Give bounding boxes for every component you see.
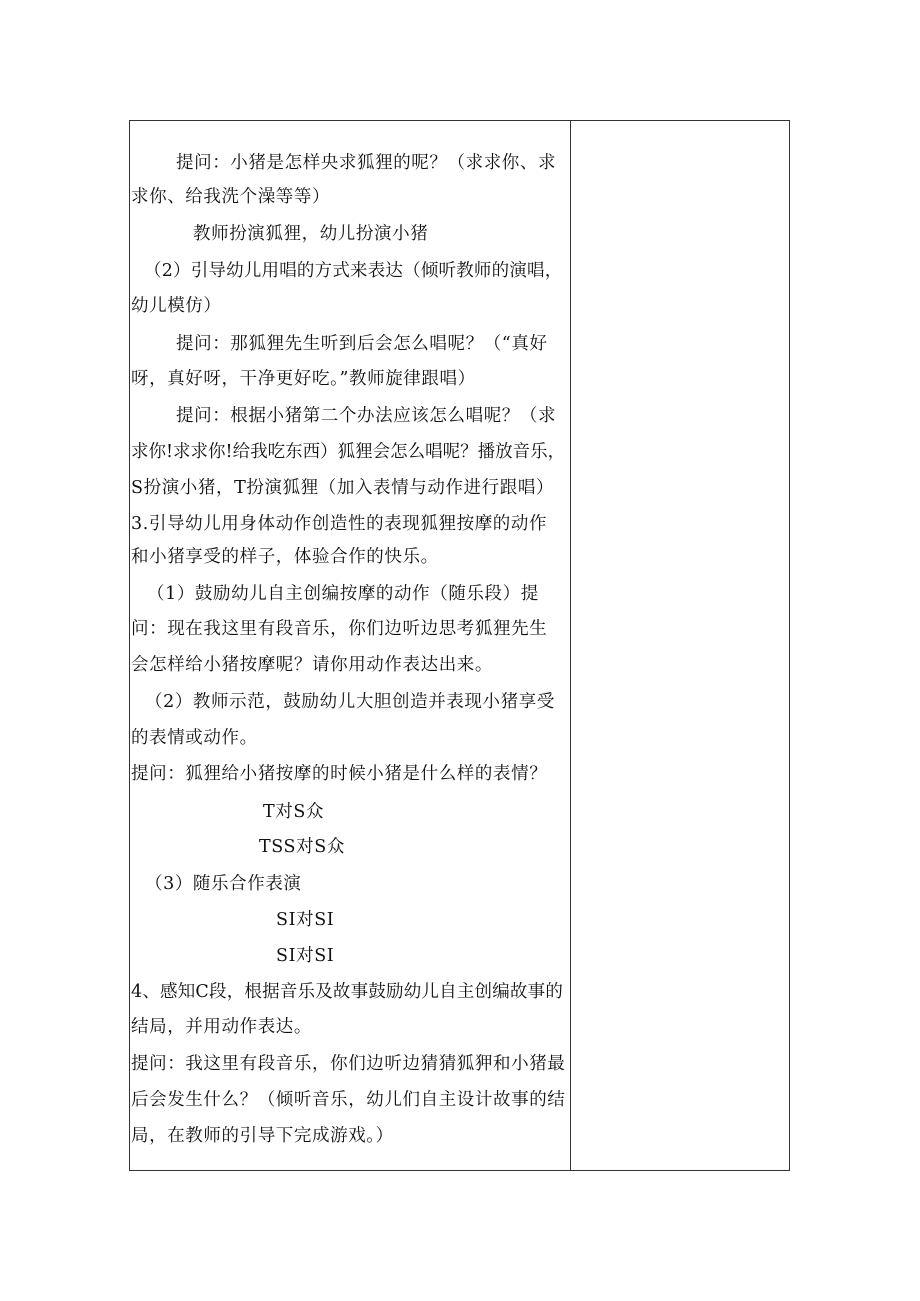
text-line: （1）鼓励幼儿自主创编按摩的动作（随乐段）提 [147,584,539,604]
text-line: 后会发生什么？（倾听音乐，幼儿们自主设计故事的结 [131,1090,566,1110]
text-line: 求你!求求你!给我吃东西）狐狸会怎么唱呢？播放音乐， [131,442,566,462]
text-line: T对S众 [263,802,325,822]
text-line: 和小猪享受的样子，体验合作的快乐。 [131,547,439,567]
text-line: 局，在教师的引导下完成游戏。） [131,1126,394,1146]
text-line: 提问：小猪是怎样央求狐狸的呢？（求求你、求 [176,153,557,173]
text-line: 提问：那狐狸先生听到后会怎么唱呢？（“真好 [176,334,548,354]
text-line: 3.引导幼儿用身体动作创造性的表现狐狸按摩的动作 [131,514,548,534]
text-line: 教师扮演狐狸，幼儿扮演小猪 [193,224,429,244]
content-cell [130,121,570,1170]
text-line: 呀，真好呀，干净更好吃。”教师旋律跟唱） [131,369,476,389]
text-line: 的表情或动作。 [131,728,258,748]
text-line: 提问：根据小猪第二个办法应该怎么唱呢？（求 [176,406,557,426]
text-line: S扮演小猪，T扮演狐狸（加入表情与动作进行跟唱） [131,478,555,498]
text-line: 提问：我这里有段音乐，你们边听边猜猜狐狎和小猪最 [131,1054,566,1074]
text-line: TSS对S众 [259,837,345,857]
text-line: （2）引导幼儿用唱的方式来表达（倾听教师的演唱， [144,261,563,281]
notes-cell [571,121,789,1170]
text-line: 结局，并用动作表达。 [131,1017,312,1037]
text-line: 会怎样给小猪按摩呢？请你用动作表达出来。 [131,655,493,675]
text-line: 幼儿模仿） [131,296,222,316]
text-line: 提问：狐狸给小猪按摩的时候小猪是什么样的表情？ [131,764,548,784]
lesson-plan-table [129,120,790,1171]
text-line: SI对SI [276,910,335,930]
text-line: （3）随乐合作表演 [145,874,302,894]
text-line: 问：现在我这里有段音乐，你们边听边思考狐狸先生 [131,619,548,639]
text-line: SI对SI [276,946,335,966]
text-line: 4、感知C段，根据音乐及故事鼓励幼儿自主创编故事的 [131,982,564,1002]
text-line: 求你、给我洗个澡等等） [131,187,331,207]
text-line: （2）教师示范，鼓励幼儿大胆创造并表现小猪享受 [145,692,555,712]
